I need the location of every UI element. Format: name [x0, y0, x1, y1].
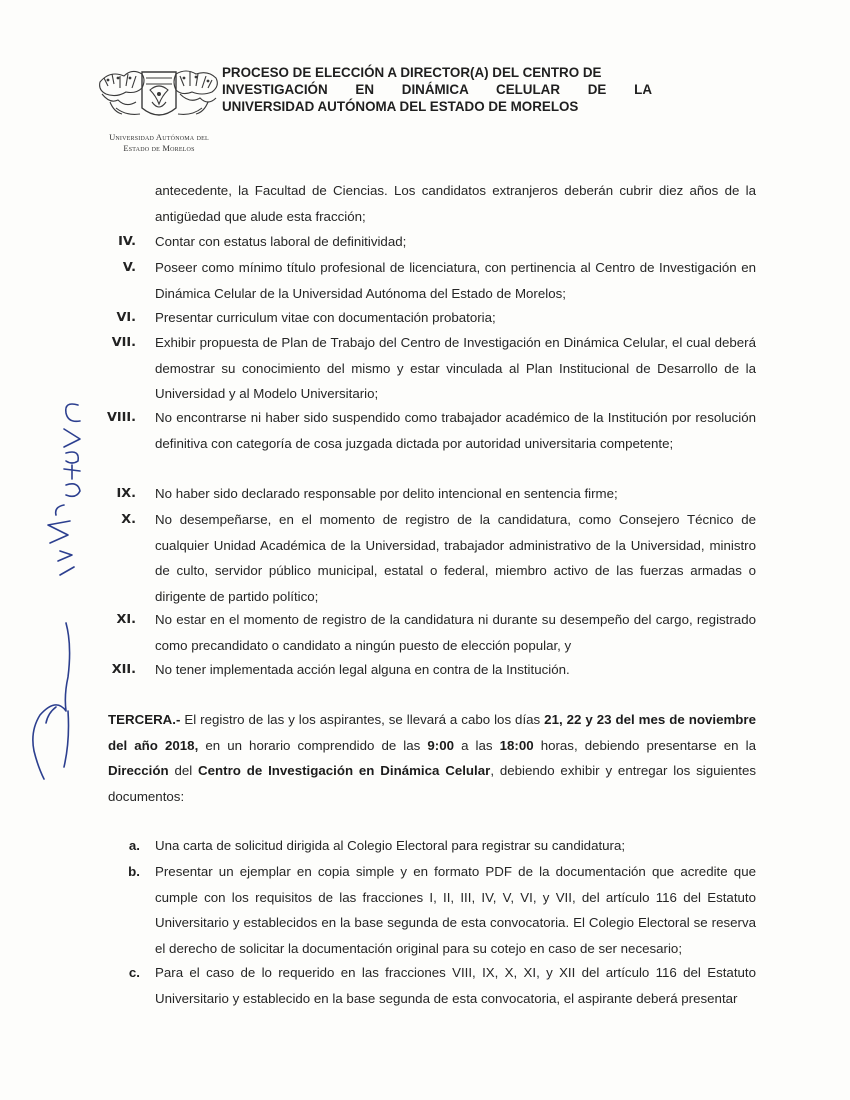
fraction-numeral: VI.	[116, 310, 136, 325]
tercera-clause	[108, 707, 756, 809]
university-caption	[96, 132, 222, 154]
tercera-text: horas, debiendo presentarse en la	[533, 737, 756, 753]
fraction-text: Exhibir propuesta de Plan de Trabajo del Centro de Investigación en Dinámica Celular, el cual deberá demostrar su conocimiento del mismo y estar vinculada al Plan Institucional de Desarrollo de la Universidad y al Modelo Universitario;	[155, 335, 756, 401]
fraction-text: No haber sido declarado responsable por delito intencional en sentencia firme;	[155, 486, 618, 501]
fraction-text: No estar en el momento de registro de la candidatura ni durante su desempeño del cargo, registrado como precandidato o candidato a ningún puesto de elección popular, y	[155, 612, 756, 653]
fraction-text: No tener implementada acción legal alguna en contra de la Institución.	[155, 662, 570, 677]
tercera-text: del	[168, 763, 199, 778]
fraction-numeral: X.	[121, 512, 136, 527]
end-time: 18:00	[499, 737, 534, 753]
tercera-text: , debiendo exhibir y entregar los siguientes documentos:	[108, 763, 757, 804]
fraction-text: Contar con estatus laboral de definitividad;	[155, 234, 407, 249]
fraction-numeral: V.	[122, 260, 136, 275]
direccion-term: Dirección	[108, 763, 169, 778]
tercera-text: en un horario comprendido de las	[198, 737, 428, 753]
handwritten-initials	[20, 395, 90, 805]
tercera-text: a las	[454, 737, 500, 753]
tercera-label: TERCERA.-	[108, 712, 181, 727]
document-item-text: Para el caso de lo requerido en las fracciones VIII, IX, X, XI, y XII del artículo 116 del Estatuto Universitario y establecido en la base segunda de esta convocatoria, el aspirante deberá presentar	[155, 965, 756, 1006]
fraction-text: No desempeñarse, en el momento de registro de la candidatura, como Consejero Técnico de cualquier Unidad Académica de la Universidad, trabajador administrativo de la Universidad, ministro de culto, servidor público municipal, estatal o federal, miembro activo de las fuerzas armadas o dirigente de partido político;	[155, 512, 756, 604]
university-caption-line-1: Universidad Autónoma del	[109, 132, 209, 142]
university-logo	[96, 64, 222, 134]
document-letter: a.	[128, 838, 140, 853]
fraction-numeral: VII.	[111, 335, 136, 350]
fraction-text: No encontrarse ni haber sido suspendido como trabajador académico de la Institución por resolución definitiva con categoría de cosa juzgada dictada por autoridad universitaria competente;	[155, 410, 756, 451]
fraction-text: Presentar curriculum vitae con documentación probatoria;	[155, 310, 496, 325]
fraction-numeral: VIII.	[106, 410, 136, 425]
document-heading	[222, 64, 652, 115]
fraction-numeral: XI.	[116, 612, 136, 627]
fraction-numeral: IV.	[118, 234, 136, 249]
fraction-text: Poseer como mínimo título profesional de licenciatura, con pertinencia al Centro de Investigación en Dinámica Celular de la Universidad Autónoma del Estado de Morelos;	[155, 260, 756, 301]
document-letter: c.	[128, 965, 140, 980]
fraction-numeral: IX.	[116, 486, 136, 501]
heading-line-3: UNIVERSIDAD AUTÓNOMA DEL ESTADO DE MORELOS	[222, 99, 579, 114]
registration-dates: 21, 22 y 23 del mes de noviembre del año 2018,	[108, 712, 756, 753]
continuation-paragraph: antecedente, la Facultad de Ciencias. Los candidatos extranjeros deberán cubrir diez años de la antigüedad que alude esta fracción;	[155, 183, 756, 224]
document-item-text: Presentar un ejemplar en copia simple y en formato PDF de la documentación que acredite que cumple con los requisitos de las fracciones I, II, III, IV, V, VI, y VII, del artículo 116 del Estatuto Universitario y establecidos en la base segunda de esta convocatoria. El Colegio Electoral se reserva el derecho de solicitar la documentación original para su cotejo en caso de ser necesario;	[155, 864, 756, 956]
document-item-text: Una carta de solicitud dirigida al Colegio Electoral para registrar su candidatura;	[155, 838, 626, 853]
start-time: 9:00	[427, 737, 454, 753]
document-letter: b.	[128, 864, 140, 879]
heading-line-2: INVESTIGACIÓN EN DINÁMICA CELULAR DE LA	[222, 82, 652, 97]
fraction-numeral: XII.	[111, 662, 136, 677]
university-caption-line-2: Estado de Morelos	[123, 143, 195, 153]
tercera-text: El registro de las y los aspirantes, se llevará a cabo los días	[180, 712, 545, 727]
heading-line-1: PROCESO DE ELECCIÓN A DIRECTOR(A) DEL CENTRO DE	[222, 65, 602, 80]
centro-name: Centro de Investigación en Dinámica Celular	[198, 763, 491, 778]
